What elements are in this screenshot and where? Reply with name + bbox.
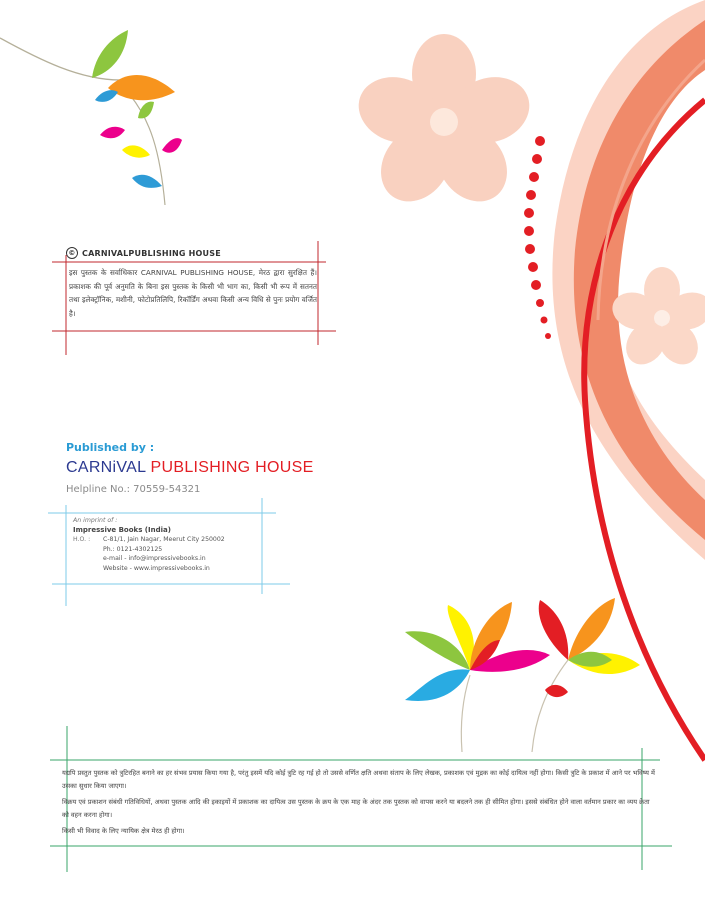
- red-dots: [524, 136, 551, 339]
- imprint-row: Ph.: 0121-4302125: [103, 545, 163, 553]
- publisher-name-part1: CARNiVAL: [66, 459, 146, 476]
- imprint-website: Website - www.impressivebooks.in: [103, 564, 210, 572]
- copyright-text: इस पुस्तक के सर्वाधिकार CARNIVAL PUBLISHING HOUSE, मेरठ द्वारा सुरक्षित हैं। प्रकाशक की पूर्व अनुमति के बिना इस पुस्तक के किसी भी भाग का, किसी भी रूप में सतनत तथा इलेक्ट्रॉनिक, मशीनी, फोटोप्रतिलिपि, रिकॉर्डिंग अथवा किसी अन्य विधि से पुनः प्रयोग वर्जित है।: [69, 268, 317, 318]
- disclaimer-paragraph: विक्रय एवं प्रकाशन संबंधी गतिविधियों, अथवा पुस्तक आदि की इकाइयों में प्रकाशक का दायित्व उस पुस्तक के क्रय के एक माह के अंदर तक पुस्तक को वापस करने या बदलने तक ही सीमित होगा। इससे संबंधित होने वाला वर्तमान प्रकार का व्यय क्रेता को वहन करना होगा।: [62, 798, 650, 819]
- imprint-row: [73, 554, 225, 564]
- imprint-row: [73, 564, 225, 574]
- disclaimer-paragraph: यद्यपि प्रस्तुत पुस्तक को त्रुटिरहित बनाने का हर संभव प्रयास किया गया है, परंतु इसमें यदि कोई त्रुटि रह गई हो तो उससे वर्णित क्षति अथवा संताप के लिए लेखक, प्रकाशक एवं मुद्रक का कोई दायित्व नहीं होगा। किसी त्रुटि के प्रकाश में आने पर भविष्य में उसका सुधार किया जाएगा।: [62, 769, 655, 790]
- copyright-icon: ©: [66, 247, 78, 259]
- imprint-label: An imprint of :: [73, 517, 118, 524]
- copyright-title: CARNIVALPUBLISHING HOUSE: [82, 248, 221, 258]
- imprint-row: H.O. : C-81/1, Jain Nagar, Meerut City 250002: [73, 536, 225, 544]
- helpline: Helpline No.: 70559-54321: [66, 484, 201, 495]
- imprint-block: [73, 516, 225, 574]
- imprint-email: e-mail - info@impressivebooks.in: [103, 555, 206, 563]
- publisher-name-part2: PUBLISHING HOUSE: [150, 459, 314, 476]
- pink-flower-large: [350, 34, 538, 215]
- copyright-heading: [66, 247, 221, 259]
- publisher-name: [66, 459, 314, 477]
- disclaimer-block: [62, 767, 656, 842]
- imprint-company: Impressive Books (India): [73, 525, 171, 534]
- disclaimer-paragraph: किसी भी विवाद के लिए न्यायिक क्षेत्र मेरठ ही होगा।: [62, 827, 185, 835]
- published-by-label: Published by :: [66, 441, 155, 454]
- flower-left: [405, 602, 550, 701]
- leaves-topleft: [92, 30, 182, 188]
